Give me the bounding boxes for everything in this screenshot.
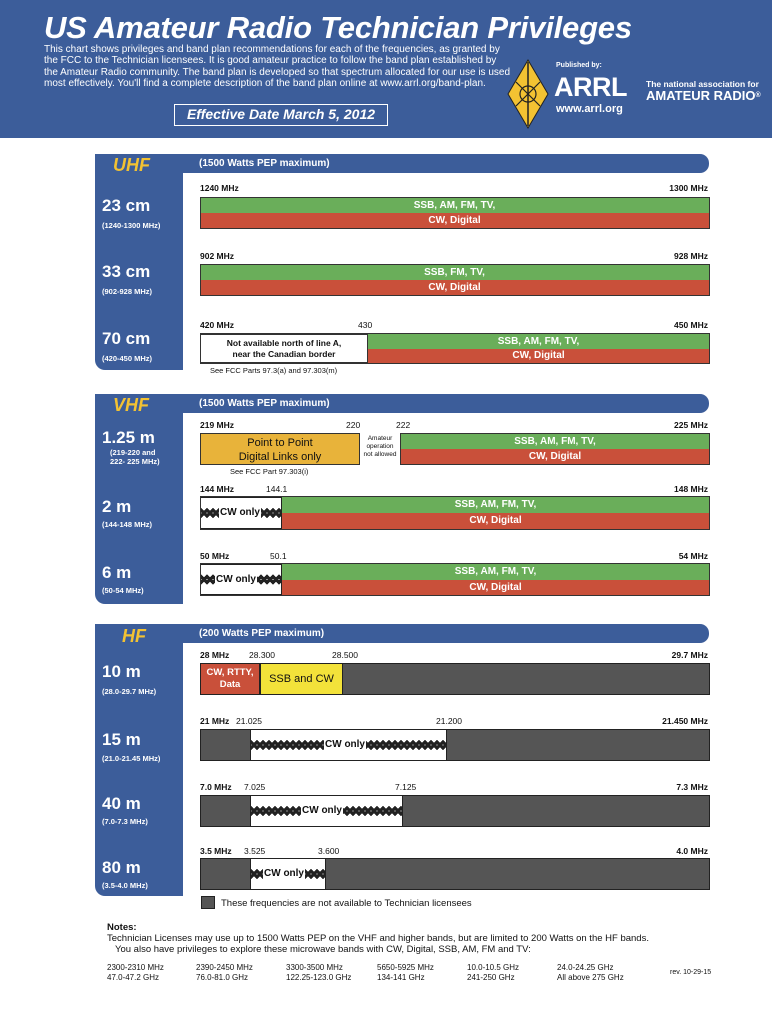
band-80m-name: 80 m — [102, 858, 141, 877]
band-2m-modes-2: CW, Digital — [282, 513, 709, 529]
band-33cm-modes-1: SSB, FM, TV, — [200, 265, 709, 280]
band-2m-modes-1: SSB, AM, FM, TV, — [282, 497, 709, 513]
band-70cm-fcc-note: See FCC Parts 97.3(a) and 97.303(m) — [210, 366, 338, 375]
mw-item: 122.25-123.0 GHz — [286, 973, 352, 982]
band-125m-range-1: (219-220 and — [110, 448, 156, 457]
band-2m-low: 144 MHz — [200, 484, 235, 494]
band-125m-name: 1.25 m — [102, 428, 155, 447]
band-125m-point-to-point — [200, 433, 360, 465]
notes-line-2: You also have privileges to explore these microwave bands with CW, Digital, SSB, AM, FM and TV: — [115, 944, 531, 955]
uhf-power-strip — [95, 154, 709, 173]
arrl-tagline — [646, 80, 761, 102]
mw-item: 47.0-47.2 GHz — [107, 973, 160, 982]
mw-item: 10.0-10.5 GHz — [467, 963, 520, 972]
band-23cm-low: 1240 MHz — [200, 183, 239, 193]
band-125m-mid-1: 220 — [346, 420, 361, 430]
na-line-1: Not available north of line A, — [226, 338, 342, 348]
microwave-col-4 — [377, 963, 434, 983]
band-40m-mid-1: 7.025 — [244, 782, 266, 792]
hf-power: (200 Watts PEP maximum) — [199, 628, 325, 639]
band-10m-mid-2: 28.500 — [332, 650, 358, 660]
band-70cm-mid: 430 — [358, 320, 373, 330]
na-line-2: near the Canadian border — [232, 349, 336, 359]
band-33cm-modes-2: CW, Digital — [200, 280, 709, 295]
band-15m-high: 21.450 MHz — [662, 716, 708, 726]
band-125m-mid-2: 222 — [396, 420, 411, 430]
am-line-2: operation — [366, 443, 394, 450]
band-15m-mid-1: 21.025 — [236, 716, 262, 726]
uhf-power: (1500 Watts PEP maximum) — [199, 158, 330, 169]
am-line-3: not allowed — [363, 451, 397, 458]
microwave-col-3 — [286, 963, 351, 983]
band-6m-range: (50-54 MHz) — [102, 586, 144, 595]
band-40m-name: 40 m — [102, 794, 141, 813]
published-by-label: Published by: — [556, 62, 602, 69]
band-6m-name: 6 m — [102, 563, 132, 582]
uhf-label: UHF — [113, 155, 150, 175]
band-6m-high: 54 MHz — [678, 551, 708, 561]
mw-item: 5650-5925 MHz — [377, 963, 434, 972]
band-125m-range-2: 222- 225 MHz) — [110, 457, 160, 466]
mw-item: 3300-3500 MHz — [286, 963, 343, 972]
band-70cm-not-available — [200, 334, 368, 363]
revision-label: rev. 10-29-15 — [670, 969, 712, 976]
band-40m-high: 7.3 MHz — [676, 782, 708, 792]
band-15m-name: 15 m — [102, 730, 141, 749]
page-title: US Amateur Radio Technician Privileges — [44, 10, 632, 45]
mw-item: 2300-2310 MHz — [107, 963, 164, 972]
hf-label: HF — [122, 626, 146, 646]
band-6m-mid: 50.1 — [270, 551, 287, 561]
intro-text: This chart shows privileges and band plan recommendations for each of the frequencies, as granted by the FCC to the Technician licensees. It is good amateur practice to follow the band plan established by the Amateur Radio community. The band plan is developed so that spectrum allocated for our use is used most effectively. You'll find a complete description of the band plan online at www.arrl.org/band-plan. — [44, 44, 511, 90]
band-33cm-name: 33 cm — [102, 262, 151, 281]
band-23cm-name: 23 cm — [102, 196, 151, 215]
band-125m-high: 225 MHz — [673, 420, 708, 430]
band-15m-range: (21.0-21.45 MHz) — [102, 754, 161, 763]
band-80m-cw-label: CW only — [264, 868, 304, 879]
band-70cm-high: 450 MHz — [673, 320, 708, 330]
band-10m-range: (28.0-29.7 MHz) — [102, 687, 157, 696]
band-10m-low: 28 MHz — [200, 650, 230, 660]
p2p-line-2: Digital Links only — [238, 451, 322, 463]
mw-item: All above 275 GHz — [557, 973, 624, 982]
band-15m-cw-label: CW only — [325, 739, 365, 750]
mw-item: 2390-2450 MHz — [196, 963, 253, 972]
band-33cm-low: 902 MHz — [200, 251, 235, 261]
band-33cm-range: (902-928 MHz) — [102, 287, 153, 296]
band-23cm-high: 1300 MHz — [669, 183, 708, 193]
band-23cm-modes-2: CW, Digital — [200, 213, 709, 228]
microwave-col-1 — [107, 963, 164, 983]
band-2m-range: (144-148 MHz) — [102, 520, 153, 529]
mw-item: 134-141 GHz — [377, 973, 425, 982]
band-23cm-range: (1240-1300 MHz) — [102, 221, 161, 230]
band-2m-name: 2 m — [102, 497, 132, 516]
mw-item: 241-250 GHz — [467, 973, 515, 982]
hf-power-strip — [95, 624, 709, 643]
vhf-label: VHF — [113, 395, 149, 415]
band-2m-mid: 144.1 — [266, 484, 288, 494]
data-line-2: Data — [219, 679, 241, 690]
band-33cm-high: 928 MHz — [673, 251, 708, 261]
p2p-line-1: Point to Point — [247, 437, 313, 449]
band-80m-mid-2: 3.600 — [318, 846, 340, 856]
mw-item: 24.0-24.25 GHz — [557, 963, 614, 972]
band-70cm-low: 420 MHz — [200, 320, 235, 330]
effective-date: Effective Date March 5, 2012 — [174, 104, 388, 126]
legend-text: These frequencies are not available to Technician licensees — [221, 898, 472, 909]
vhf-power-strip — [95, 394, 709, 413]
band-10m-mid-1: 28.300 — [249, 650, 275, 660]
band-70cm-name: 70 cm — [102, 329, 151, 348]
band-70cm-range: (420-450 MHz) — [102, 354, 153, 363]
tagline-top: The national association for — [646, 79, 759, 89]
band-6m-modes-2: CW, Digital — [282, 580, 709, 595]
band-125m-low: 219 MHz — [200, 420, 235, 430]
am-line-1: Amateur — [367, 435, 393, 442]
mw-item: 76.0-81.0 GHz — [196, 973, 249, 982]
band-80m-range: (3.5-4.0 MHz) — [102, 881, 148, 890]
notes-line-1: Technician Licenses may use up to 1500 Watts PEP on the VHF and higher bands, but are limited to 200 Watts on the HF bands. — [107, 933, 649, 944]
band-10m-data-segment — [200, 663, 260, 695]
band-40m-range: (7.0-7.3 MHz) — [102, 817, 148, 826]
band-40m-cw-label: CW only — [302, 805, 342, 816]
band-2m-cw-label: CW only — [220, 507, 260, 518]
vhf-power: (1500 Watts PEP maximum) — [199, 398, 330, 409]
band-80m-mid-1: 3.525 — [244, 846, 266, 856]
band-6m-low: 50 MHz — [200, 551, 230, 561]
arrl-diamond-logo — [506, 58, 550, 130]
arrl-website[interactable]: www.arrl.org — [556, 103, 623, 115]
band-10m-ssb-segment: SSB and CW — [260, 663, 343, 695]
band-6m-modes-1: SSB, AM, FM, TV, — [282, 564, 709, 580]
band-15m-mid-2: 21.200 — [436, 716, 462, 726]
legend-swatch — [201, 896, 215, 909]
band-23cm-modes-1: SSB, AM, FM, TV, — [200, 198, 709, 213]
band-125m-fcc-note: See FCC Part 97.303(i) — [230, 467, 309, 476]
band-125m-modes-2: CW, Digital — [401, 449, 709, 464]
notes — [107, 922, 649, 955]
band-80m-high: 4.0 MHz — [676, 846, 708, 856]
microwave-col-6 — [557, 963, 624, 983]
microwave-col-2 — [196, 963, 253, 983]
band-10m-high: 29.7 MHz — [671, 650, 708, 660]
header-banner — [0, 0, 772, 138]
registered-mark: ® — [755, 92, 761, 99]
microwave-col-5 — [467, 963, 519, 983]
band-15m-low: 21 MHz — [200, 716, 230, 726]
band-2m-high: 148 MHz — [673, 484, 708, 494]
data-line-1: CW, RTTY, — [206, 667, 254, 678]
band-6m-cw-label: CW only — [216, 574, 256, 585]
arrl-wordmark: ARRL — [554, 72, 627, 102]
band-40m-mid-2: 7.125 — [395, 782, 417, 792]
band-70cm-modes-1: SSB, AM, FM, TV, — [368, 334, 709, 349]
band-125m-modes-1: SSB, AM, FM, TV, — [401, 434, 709, 449]
band-70cm-modes-2: CW, Digital — [368, 349, 709, 363]
notes-heading: Notes: — [107, 922, 137, 933]
tagline-bottom: AMATEUR RADIO® — [646, 88, 761, 103]
band-10m-name: 10 m — [102, 662, 141, 681]
band-125m-not-allowed — [360, 435, 400, 459]
band-80m-low: 3.5 MHz — [200, 846, 232, 856]
band-40m-low: 7.0 MHz — [200, 782, 232, 792]
